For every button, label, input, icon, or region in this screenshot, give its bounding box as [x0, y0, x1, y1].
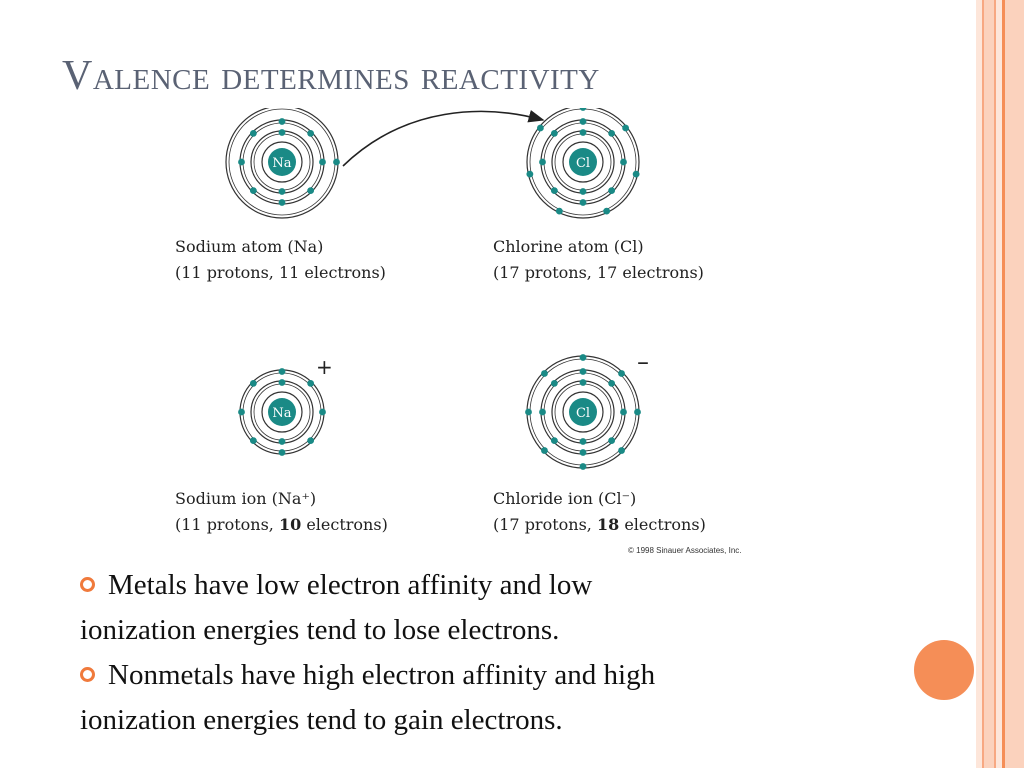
- electron: [279, 379, 286, 386]
- sodium-atom: [226, 108, 340, 218]
- sodium-atom-caption: [175, 234, 386, 286]
- electron: [238, 409, 245, 416]
- electron: [620, 159, 627, 166]
- bullet-list: [80, 563, 880, 743]
- nucleus-symbol: Cl: [575, 156, 591, 171]
- nucleus-symbol: Na: [272, 156, 292, 171]
- caption-text: electrons): [619, 515, 706, 534]
- electron: [279, 438, 286, 445]
- caption-text: electrons): [301, 515, 388, 534]
- electron: [319, 159, 326, 166]
- sodium-atom-caption-line1: Sodium atom (Na): [175, 237, 324, 256]
- chloride-ion-caption-line1: Chloride ion (Cl⁻): [493, 489, 637, 508]
- electron: [580, 108, 587, 111]
- electron: [603, 208, 610, 215]
- bullet-circle-icon: [80, 577, 95, 592]
- electron: [633, 171, 640, 178]
- bullet-item: [80, 563, 880, 653]
- sodium-ion-caption-line1: Sodium ion (Na⁺): [175, 489, 317, 508]
- electron: [250, 130, 257, 137]
- electron: [608, 380, 615, 387]
- electron: [539, 409, 546, 416]
- electron: [279, 368, 286, 375]
- electron: [279, 199, 286, 206]
- nucleus-symbol: Na: [272, 406, 292, 421]
- bullet-line: ionization energies tend to lose electrons.: [80, 614, 560, 646]
- electron: [238, 159, 245, 166]
- electron: [307, 187, 314, 194]
- electron: [580, 118, 587, 125]
- electron: [541, 370, 548, 377]
- sodium-ion-caption: [175, 486, 388, 538]
- electron: [620, 409, 627, 416]
- border-stripe: [984, 0, 994, 768]
- electron: [608, 187, 615, 194]
- electron: [539, 159, 546, 166]
- bullet-line: Metals have low electron affinity and low: [108, 569, 593, 601]
- decorative-orange-circle: [914, 640, 974, 700]
- chlorine-atom-caption-line1: Chlorine atom (Cl): [493, 237, 644, 256]
- bullet-item: [80, 653, 880, 743]
- electron: [307, 130, 314, 137]
- electron: [580, 379, 587, 386]
- electron: [551, 380, 558, 387]
- electron: [525, 409, 532, 416]
- electron: [307, 380, 314, 387]
- electron: [250, 380, 257, 387]
- electron-count: 10: [278, 515, 302, 534]
- chlorine-atom-caption: [493, 234, 704, 286]
- electron: [580, 449, 587, 456]
- electron: [634, 409, 641, 416]
- electron: [618, 447, 625, 454]
- sodium-ion: [238, 368, 326, 456]
- electron: [580, 129, 587, 136]
- bullet-circle-icon: [80, 667, 95, 682]
- nucleus-symbol: Cl: [575, 406, 591, 421]
- electron: [551, 437, 558, 444]
- atoms-layer: [226, 108, 641, 470]
- chloride-ion: [525, 354, 641, 470]
- electron: [622, 125, 629, 132]
- electron: [580, 188, 587, 195]
- caption-text: (11 protons,: [175, 515, 279, 534]
- sodium-ion-caption-line2: [175, 512, 388, 538]
- copyright-notice: © 1998 Sinauer Associates, Inc.: [628, 546, 742, 555]
- electron: [580, 199, 587, 206]
- chloride-ion-charge: –: [637, 348, 649, 376]
- electron: [526, 171, 533, 178]
- electron: [307, 437, 314, 444]
- electron: [279, 449, 286, 456]
- chloride-ion-caption-line2: [493, 512, 706, 538]
- chlorine-atom-caption-line2: (17 protons, 17 electrons): [493, 263, 704, 282]
- electron-transfer-arrow: [343, 111, 543, 166]
- electron: [333, 159, 340, 166]
- chloride-ion-caption: [493, 486, 706, 538]
- electron: [580, 438, 587, 445]
- electron: [608, 130, 615, 137]
- border-stripe: [1005, 0, 1024, 768]
- caption-text: (17 protons,: [493, 515, 597, 534]
- ionic-bond-diagram: [165, 108, 810, 563]
- electron-count: 18: [596, 515, 620, 534]
- bullet-line: Nonmetals have high electron affinity and high: [108, 659, 656, 691]
- right-decorative-border: [976, 0, 1024, 768]
- electron: [537, 125, 544, 132]
- electron: [541, 447, 548, 454]
- sodium-ion-charge: +: [316, 355, 333, 379]
- electron: [556, 208, 563, 215]
- electron: [580, 354, 587, 361]
- bullet-line: ionization energies tend to gain electrons.: [80, 704, 563, 736]
- sodium-atom-caption-line2: (11 protons, 11 electrons): [175, 263, 386, 282]
- electron: [279, 188, 286, 195]
- electron: [580, 463, 587, 470]
- electron: [279, 129, 286, 136]
- electron: [250, 187, 257, 194]
- electron: [580, 368, 587, 375]
- electron: [279, 118, 286, 125]
- electron: [551, 130, 558, 137]
- electron: [319, 409, 326, 416]
- slide-title: Valence determines reactivity: [62, 53, 600, 99]
- electron: [618, 370, 625, 377]
- electron: [250, 437, 257, 444]
- chlorine-atom: [526, 108, 639, 218]
- electron: [551, 187, 558, 194]
- electron: [608, 437, 615, 444]
